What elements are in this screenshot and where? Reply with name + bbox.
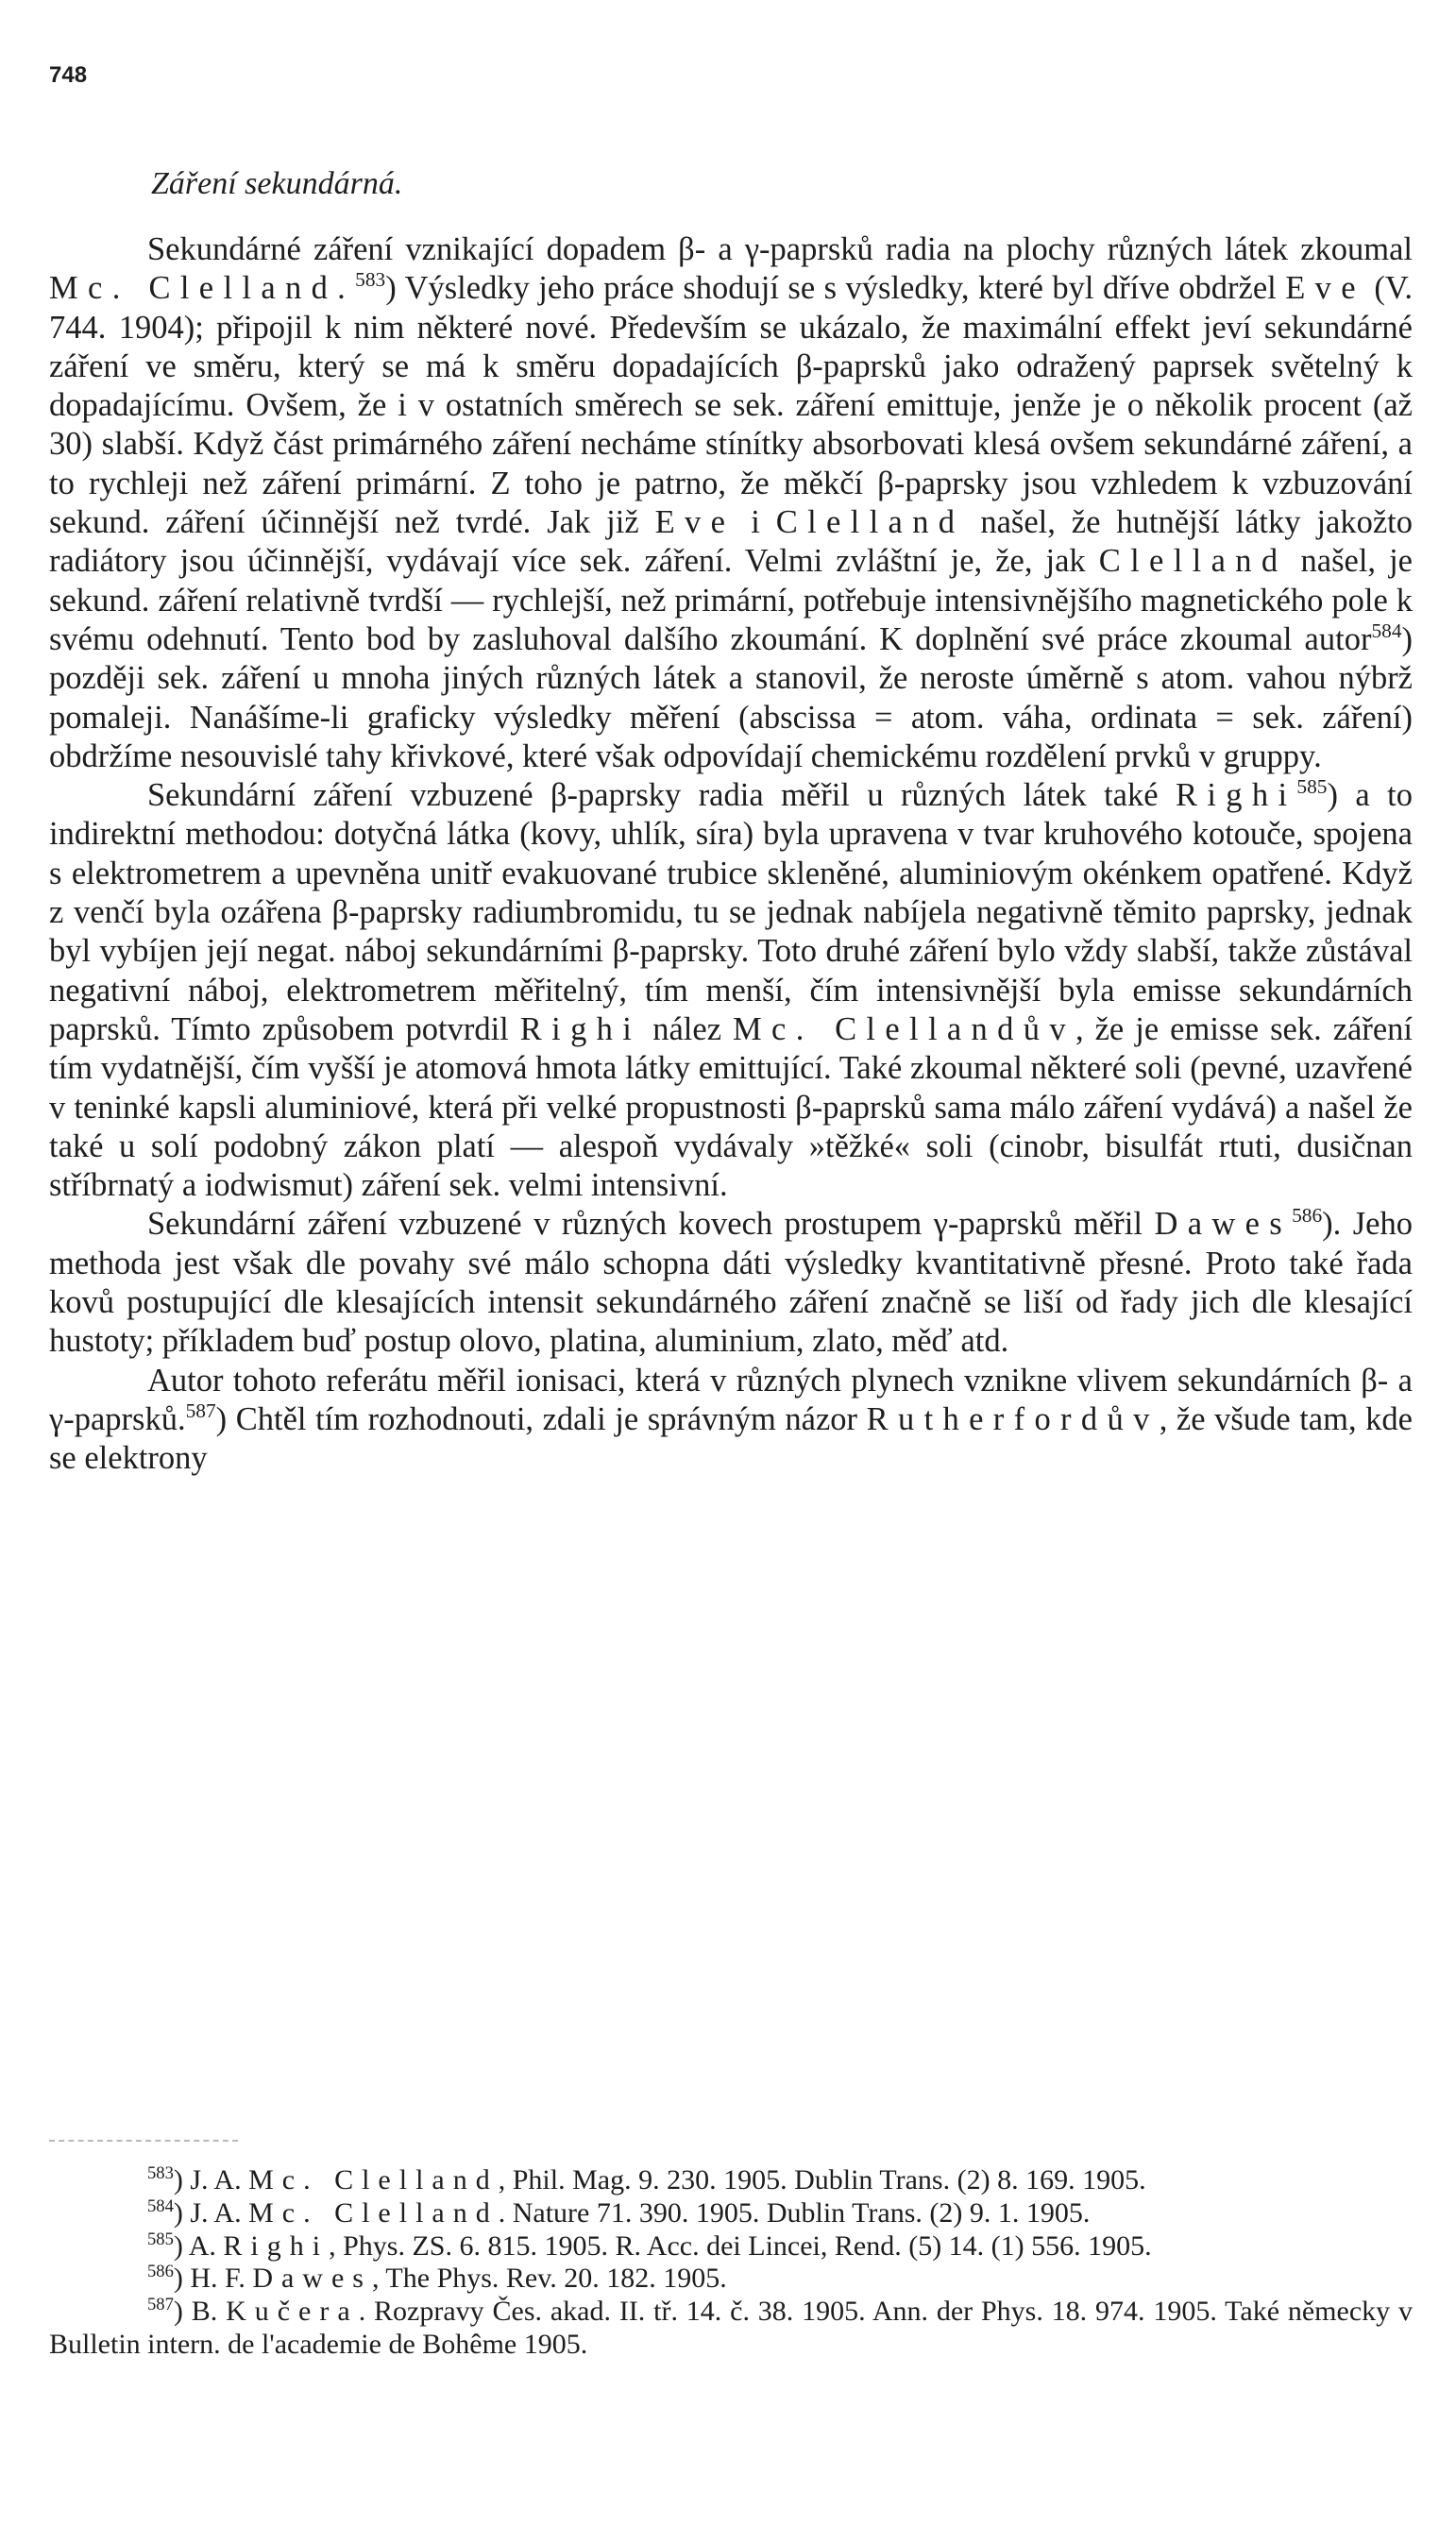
footnote-ref: 584 bbox=[1371, 619, 1402, 643]
body-text bbox=[49, 230, 1413, 1479]
footnote-ref: 586 bbox=[1292, 1204, 1323, 1228]
author-name: Righi bbox=[519, 1010, 642, 1047]
text-run: ) A. bbox=[173, 2229, 224, 2262]
footnote bbox=[49, 2197, 1413, 2230]
text-run: , že je emisse sek. záření tím vydatnější, čím vyšší je atomová hmota látky emittující. Také zkoumal některé soli (pevné, uzavřené v teninké kapsli aluminiové, která při velké propustnosti β-paprsků sama málo záření vydává) a našel že také u solí podobný zákon platí — alespoň vydávaly »těžké« soli (cinobr, bisulfát rtuti, dusičnan stříbrnatý a iodwismut) záření sek. velmi intensivní. bbox=[49, 1010, 1413, 1204]
text-run: . Nature 71. 390. 1905. Dublin Trans. (2) 9. 1. 1905. bbox=[498, 2196, 1091, 2229]
paragraph bbox=[49, 230, 1413, 776]
author-name: Mc. Clellandův bbox=[733, 1010, 1075, 1047]
author-name: Dawes bbox=[1154, 1206, 1293, 1243]
author-name: Righi bbox=[1175, 777, 1297, 814]
author-name: Clelland bbox=[775, 504, 965, 541]
footnote-number: 583 bbox=[147, 2162, 174, 2183]
text-run: nález bbox=[641, 1010, 734, 1047]
text-run: ). Jeho methoda jest však dle povahy své málo schopna dáti výsledky kvantitativně přesné. Proto také řada kovů postupující dle klesajících intensit sekundárného záření značně se liší od řady jich dle klesající hustoty; příkladem buď postup olovo, platina, aluminium, zlato, měď atd. bbox=[49, 1206, 1413, 1360]
author-name: Clelland bbox=[1098, 543, 1288, 580]
text-run: ) J. A. bbox=[173, 2196, 249, 2229]
footnote bbox=[49, 2296, 1413, 2362]
text-run: Sekundární záření vzbuzené v různých kovech prostupem γ-paprsků měřil bbox=[147, 1206, 1155, 1243]
text-run: Autor tohoto referátu měřil ionisaci, která v různých plynech vznikne vlivem sekundárních β- a γ-paprsků. bbox=[49, 1362, 1413, 1437]
text-run: Sekundárné záření vznikající dopadem β- a γ-paprsků radia na plochy různých látek zkoumal bbox=[147, 231, 1413, 267]
text-run: ) a to indirektní methodou: dotyčná látka (kovy, uhlík, síra) byla upravena v tvar kruhového kotouče, spojena s elektrometrem a upevněna unitř evakuované trubice skleněné, aluminiovým okénkem opatřené. Když z venčí byla ozářena β-paprsky radiumbromidu, tu se jednak nabíjela negativně těmito paprsky, jednak byl vybíjen její negat. náboj sekundárními β-paprsky. Toto druhé záření bylo vždy slabší, takže zůstával negativní náboj, elektrometrem měřitelný, tím menší, čím intensivnější byla emisse sekundárních paprsků. Tímto způsobem potvrdil bbox=[49, 777, 1414, 1047]
text-run: Sekundární záření vzbuzené β-paprsky radia měřil u různých látek také bbox=[147, 777, 1176, 814]
footnote-ref: 587 bbox=[185, 1399, 216, 1423]
footnote-number: 586 bbox=[147, 2262, 174, 2282]
text-run: , The Phys. Rev. 20. 182. 1905. bbox=[371, 2263, 727, 2295]
text-run: ) Výsledky jeho práce shodují se s výsledky, které byl dříve obdržel bbox=[385, 270, 1286, 307]
paragraph bbox=[49, 776, 1413, 1205]
paragraph bbox=[49, 1362, 1413, 1479]
footnote bbox=[49, 2263, 1413, 2296]
author-name: Mc. Clelland bbox=[248, 2164, 499, 2195]
text-run: ) J. A. bbox=[173, 2164, 249, 2195]
footnote-divider bbox=[49, 2140, 238, 2142]
text-run: ) B. bbox=[173, 2296, 227, 2328]
author-name: Kučera bbox=[226, 2296, 359, 2328]
footnote-ref: 585 bbox=[1296, 775, 1328, 799]
footnote-number: 587 bbox=[147, 2295, 174, 2315]
text-run: , že všude tam, kde se elektrony bbox=[49, 1400, 1413, 1477]
text-run: i bbox=[735, 504, 776, 541]
author-name: Eve bbox=[1285, 270, 1365, 307]
author-name: Rutherfordův bbox=[866, 1400, 1160, 1437]
text-run: . Rozpravy Čes. akad. II. tř. 14. č. 38. 1905. Ann. der Phys. 18. 974. 1905. Také německy v Bulletin intern. de l'academie de Bohême 1905. bbox=[49, 2296, 1413, 2360]
author-name: Mc. Clelland bbox=[248, 2196, 499, 2229]
text-run: , Phil. Mag. 9. 230. 1905. Dublin Trans. (2) 8. 169. 1905. bbox=[498, 2164, 1146, 2195]
author-name: Dawes bbox=[252, 2263, 372, 2295]
text-run: našel, že hutnější látky jakožto radiátory jsou účinnější, vydávají více sek. záření. Velmi zvláštní je, že, jak bbox=[49, 504, 1413, 580]
author-name: Mc. Clelland. bbox=[49, 270, 356, 307]
footnote bbox=[49, 2164, 1413, 2197]
footnote-ref: 583 bbox=[355, 268, 386, 292]
footnote-number: 584 bbox=[147, 2195, 174, 2216]
footnote bbox=[49, 2230, 1413, 2263]
text-run: ) H. F. bbox=[173, 2263, 253, 2295]
page-number: 748 bbox=[49, 62, 88, 88]
footnote-number: 585 bbox=[147, 2229, 174, 2249]
text-run: ) Chtěl tím rozhodnouti, zdali je správným názor bbox=[215, 1400, 867, 1437]
text-run: , Phys. ZS. 6. 815. 1905. R. Acc. dei Lincei, Rend. (5) 14. (1) 556. 1905. bbox=[329, 2229, 1152, 2262]
paragraph bbox=[49, 1205, 1413, 1361]
text-run: našel, je sekund. záření relativně tvrdší — rychlejší, než primární, potřebuje intensivnějšího magnetického pole k svému odehnutí. Tento bod by zasluhoval dalšího zkoumání. K doplnění své práce zkoumal autor bbox=[49, 543, 1413, 657]
author-name: Righi bbox=[223, 2229, 330, 2262]
section-heading: Záření sekundárná. bbox=[151, 166, 403, 201]
footnotes bbox=[49, 2164, 1413, 2362]
author-name: Eve bbox=[654, 504, 736, 541]
text-run: (V. 744. 1904); připojil k nim některé nové. Především se ukázalo, že maximální effekt jeví sekundárné záření ve směru, který se má k směru dopadajících β-paprsků jako odražený paprsek světelný k dopadajícímu. Ovšem, že i v ostatních směrech se sek. záření emittuje, jenže je o několik procent (až 30) slabší. Když část primárného záření necháme stínítky absorbovati klesá ovšem sekundárné záření, a to rychleji než záření primární. Z toho je patrno, že měkčí β-paprsky jsou vzhledem k vzbuzování sekund. záření účinnější než tvrdé. Jak již bbox=[49, 270, 1413, 541]
text-run: ) později sek. záření u mnoha jiných různých látek a stanovil, že neroste úměrně s atom. vahou nýbrž pomaleji. Nanášíme-li graficky výsledky měření (abscissa = atom. váha, ordinata = sek. záření) obdržíme nesouvislé tahy křivkové, které však odpovídají chemickému rozdělení prvků v gruppy. bbox=[49, 620, 1413, 774]
